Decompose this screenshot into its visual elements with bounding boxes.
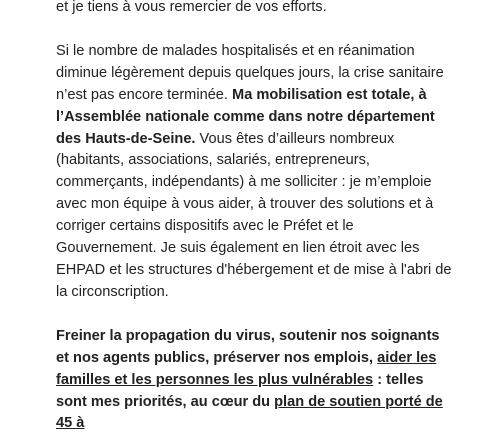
mobilisation-bold-text: Ma mobilisation est totale, à l’Assemblée nationale comme dans notre département des Hauts-de-Seine. [56, 86, 435, 147]
paragraph-priorities [56, 326, 452, 435]
crisis-text-1: Si le nombre de malades hospitalisés et en réanimation diminue légèrement depuis quelques jours, la crise sanitaire n’est pas encore terminée. [56, 42, 444, 103]
priorities-bold-text-2: : telles sont mes priorités, au cœur du [56, 371, 424, 410]
families-link[interactable]: aider les familles et les personnes les plus vulnérables [56, 349, 437, 388]
paragraph-crisis [56, 41, 452, 304]
paragraph-thanks [56, 0, 452, 19]
thanks-text: et je tiens à vous remercier de vos efforts. [56, 0, 327, 15]
email-body [56, 0, 452, 435]
crisis-text-2: Vous êtes d’ailleurs nombreux (habitants, associations, salariés, entrepreneurs, commerçants, indépendants) à me solliciter : je m’emploie avec mon équipe à vous aider, à trouver des solutions et à corriger certains dispositifs avec le Préfet et le Gouvernement. Je suis également en lien étroit avec les EHPAD et les structures d'hébergement et de mise à l'abri de la circonscription. [56, 130, 452, 300]
priorities-bold-text-1: Freiner la propagation du virus, soutenir nos soignants et nos agents publics, préserver nos emplois, [56, 327, 440, 366]
support-plan-link[interactable]: plan de soutien porté de 45 à [56, 393, 443, 432]
